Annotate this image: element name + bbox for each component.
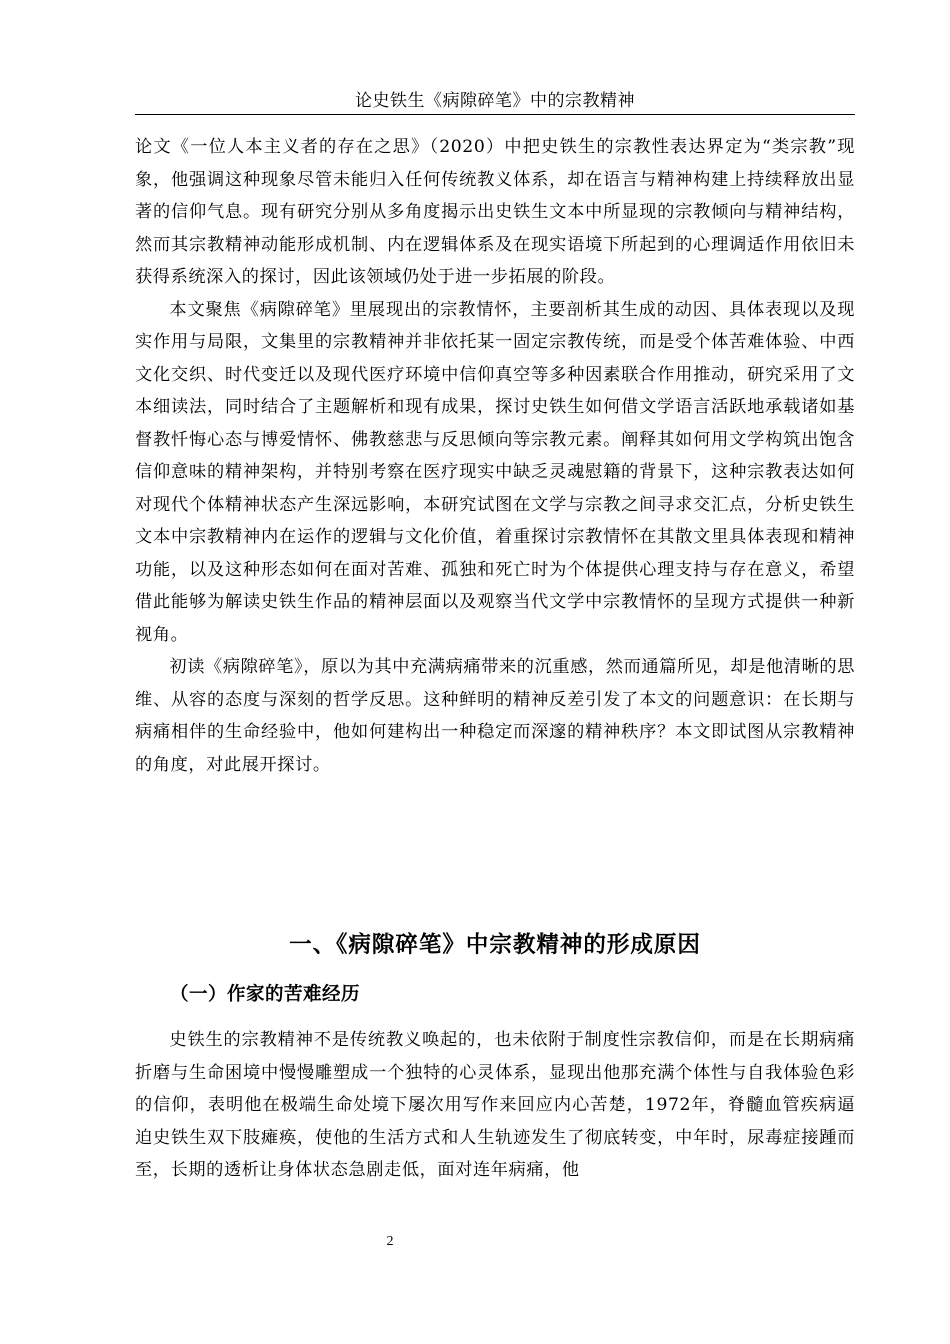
paragraph: 史铁生的宗教精神不是传统教义唤起的，也未依附于制度性宗教信仰，而是在长期病痛折磨与生命困境中慢慢雕塑成一个独特的心灵体系，显现出他那充满个体性与自我体验色彩的信仰，表明他在极端生命处境下屡次用写作来回应内心苦楚，1972年，脊髓血管疾病逼迫史铁生双下肢瘫痪，使他的生活方式和人生轨迹发生了彻底转变，中年时，尿毒症接踵而至，长期的透析让身体状态急剧走低，面对连年病痛，他 [135, 1030, 855, 1180]
subsection-heading: （一）作家的苦难经历 [170, 984, 361, 1005]
section-text-block [135, 1024, 855, 1187]
running-header: 论史铁生《病隙碎笔》中的宗教精神 [135, 88, 855, 115]
intro-text-block [135, 131, 855, 781]
paragraph: 初读《病隙碎笔》，原以为其中充满病痛带来的沉重感，然而通篇所见，却是他清晰的思维、从容的态度与深刻的哲学反思。这种鲜明的精神反差引发了本文的问题意识：在长期与病痛相伴的生命经验中，他如何建构出一种稳定而深邃的精神秩序？本文即试图从宗教精神的角度，对此展开探讨。 [135, 657, 855, 775]
paragraph: 论文《一位人本主义者的存在之思》（2020）中把史铁生的宗教性表达界定为“类宗教”现象，他强调这种现象尽管未能归入任何传统教义体系，却在语言与精神构建上持续释放出显著的信仰气息。现有研究分别从多角度揭示出史铁生文本中所显现的宗教倾向与精神结构，然而其宗教精神动能形成机制、内在逻辑体系及在现实语境下所起到的心理调适作用依旧未获得系统深入的探讨，因此该领域仍处于进一步拓展的阶段。 [135, 137, 855, 287]
section-heading: 一、《病隙碎笔》中宗教精神的形成原因 [289, 932, 701, 958]
page-number: 2 [386, 1234, 394, 1249]
paragraph: 本文聚焦《病隙碎笔》里展现出的宗教情怀，主要剖析其生成的动因、具体表现以及现实作用与局限，文集里的宗教精神并非依托某一固定宗教传统，而是受个体苦难体验、中西文化交织、时代变迁以及现代医疗环境中信仰真空等多种因素联合作用推动，研究采用了文本细读法，同时结合了主题解析和现有成果，探讨史铁生如何借文学语言活跃地承载诸如基督教忏悔心态与博爱情怀、佛教慈悲与反思倾向等宗教元素。阐释其如何用文学构筑出饱含信仰意味的精神架构，并特别考察在医疗现实中缺乏灵魂慰籍的背景下，这种宗教表达如何对现代个体精神状态产生深远影响，本研究试图在文学与宗教之间寻求交汇点，分析史铁生文本中宗教精神内在运作的逻辑与文化价值，着重探讨宗教情怀在其散文里具体表现和精神功能，以及这种形态如何在面对苦难、孤独和死亡时为个体提供心理支持与存在意义，希望借此能够为解读史铁生作品的精神层面以及观察当代文学中宗教情怀的呈现方式提供一种新视角。 [135, 299, 855, 645]
